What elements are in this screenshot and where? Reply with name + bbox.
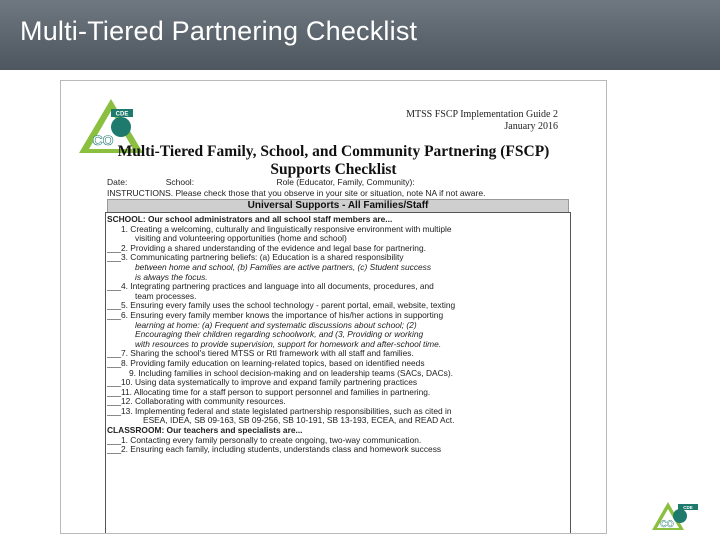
logo-co-text: CO <box>92 132 114 148</box>
guide-line-2: January 2016 <box>504 121 558 132</box>
meta-role: Role (Educator, Family, Community): <box>276 177 415 187</box>
universal-supports-banner: Universal Supports - All Families/Staff <box>107 199 569 213</box>
list-item: CLASSROOM: Our teachers and specialists are... <box>107 426 303 436</box>
list-item: 1. Creating a welcoming, culturally and linguistically responsive environment with multiple <box>121 224 452 234</box>
list-item: Encouraging their children regarding schoolwork, and (3, Providing or working <box>135 330 424 340</box>
corner-logo-co-text: CO <box>660 519 674 529</box>
list-item: with resources to provide supervision, support for homework and after-school time. <box>135 339 442 349</box>
document-title-line-1: Multi-Tiered Family, School, and Community Partnering (FSCP) <box>117 143 550 160</box>
document-title-line-2: Supports Checklist <box>270 161 397 178</box>
checklist-lines <box>107 215 567 455</box>
list-item: ___7. Sharing the school's tiered MTSS or RtI framework with all staff and families. <box>107 349 414 359</box>
list-item: ___2. Providing a shared understanding of the evidence and legal base for partnering. <box>107 243 426 253</box>
logo-cde-text: CDE <box>115 111 129 118</box>
list-item: ___11. Allocating time for a staff person to support personnel and families in partnering. <box>107 387 431 397</box>
corner-cde-co-logo <box>650 500 706 532</box>
guide-line-1: MTSS FSCP Implementation Guide 2 <box>406 109 558 120</box>
meta-date: Date: <box>107 177 128 187</box>
list-item: ___6. Ensuring every family member knows the importance of his/her actions in supporting <box>107 310 444 320</box>
guide-reference <box>406 109 558 133</box>
list-item: visiting and volunteering opportunities (home and school) <box>135 234 347 244</box>
corner-logo-cde-text: CDE <box>683 505 693 510</box>
list-item: ___4. Integrating partnering practices and language into all documents, procedures, and <box>107 282 434 292</box>
list-item: ___12. Collaborating with community resources. <box>107 397 286 407</box>
list-item: ___5. Ensuring every family uses the school technology - parent portal, email, website, texting <box>107 301 456 311</box>
list-item: team processes. <box>135 291 197 301</box>
meta-school: School: <box>165 177 195 187</box>
list-item: is always the focus. <box>135 272 208 282</box>
list-item: learning at home: (a) Frequent and systematic discussions about school; (2) <box>135 320 417 330</box>
list-item: between home and school, (b) Families are active partners, (c) Student success <box>135 262 432 272</box>
instructions: INSTRUCTIONS. Please check those that you observe in your site or situation, note NA if not aware. <box>107 188 486 198</box>
list-item: SCHOOL: Our school administrators and all school staff members are... <box>107 215 393 224</box>
list-item: 9. Including families in school decision-making and on leadership teams (SACs, DACs). <box>129 368 453 378</box>
list-item: ___1. Contacting every family personally to create ongoing, two-way communication. <box>107 435 422 445</box>
slide-header <box>0 0 720 70</box>
list-item: ___8. Providing family education on learning-related topics, based on identified needs <box>107 358 425 368</box>
list-item: ___10. Using data systematically to improve and expand family partnering practices <box>107 378 418 388</box>
slide-title: Multi-Tiered Partnering Checklist <box>20 16 418 46</box>
list-item: ___2. Ensuring each family, including students, understands class and homework success <box>107 445 442 455</box>
document-page <box>60 80 607 534</box>
list-item: ESEA, IDEA, SB 09-163, SB 09-256, SB 10-191, SB 13-193, ECEA, and READ Act. <box>143 416 455 426</box>
list-item: ___13. Implementing federal and state legislated partnership responsibilities, such as cited in <box>107 406 452 416</box>
document-meta <box>107 177 451 187</box>
list-item: ___3. Communicating partnering beliefs: (a) Education is a shared responsibility <box>107 253 404 263</box>
